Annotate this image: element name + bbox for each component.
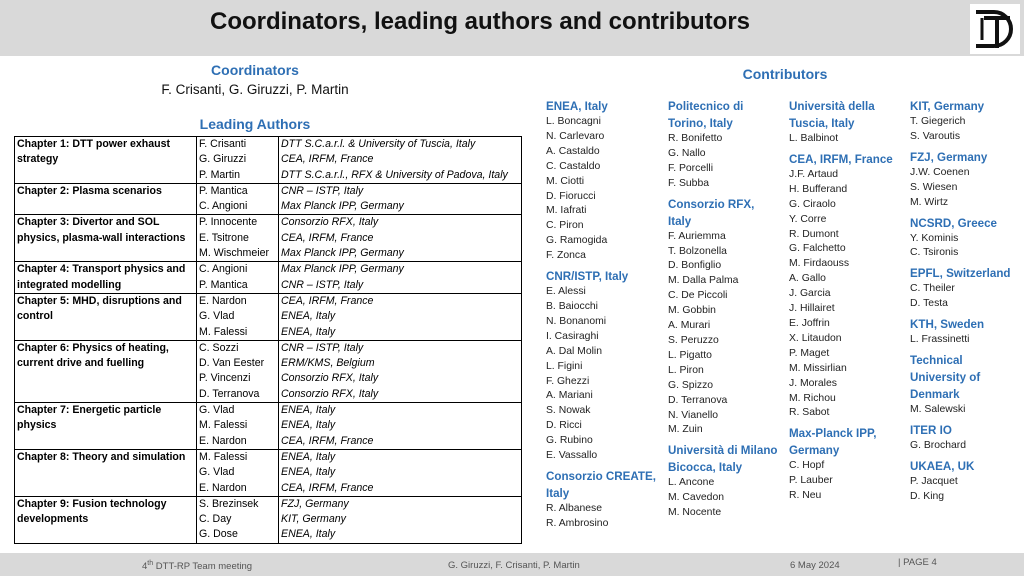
- contributor-org: NCSRD, Greece: [910, 216, 997, 230]
- contributor-name: B. Baiocchi: [546, 300, 598, 312]
- affiliation: Consorzio RFX, Italy: [281, 387, 379, 400]
- author-name: C. Angioni: [199, 263, 248, 276]
- contributor-name: F. Subba: [668, 177, 710, 189]
- table-row: [15, 183, 522, 215]
- table-row: [15, 449, 522, 496]
- table-row: [15, 340, 522, 402]
- contributor-org: ENEA, Italy: [546, 100, 608, 113]
- authors-cell: [197, 496, 279, 543]
- author-name: P. Vincenzi: [199, 372, 251, 385]
- contributor-name: M. Gobbin: [668, 305, 716, 317]
- table-row: [15, 215, 522, 262]
- affiliations-cell: [279, 215, 522, 262]
- author-name: D. Terranova: [199, 387, 260, 400]
- chapter-cell: Chapter 1: DTT power exhaust strategy: [15, 137, 197, 184]
- contributor-name: Y. Corre: [789, 213, 827, 225]
- affiliation: CEA, IRFM, France: [281, 434, 374, 447]
- coordinators-heading: Coordinators: [211, 62, 299, 78]
- affiliation: DTT S.C.a.r.l., RFX & University of Padova, Italy: [281, 168, 508, 181]
- affiliation: CEA, IRFM, France: [281, 294, 374, 307]
- contributor-name: F. Ghezzi: [546, 375, 590, 387]
- author-name: P. Innocente: [199, 216, 258, 229]
- contributor-name: N. Bonanomi: [546, 315, 607, 327]
- affiliations-cell: [279, 183, 522, 215]
- affiliation: CEA, IRFM, France: [281, 231, 374, 244]
- authors-cell: [197, 449, 279, 496]
- contributor-name: C. Castaldo: [546, 160, 601, 172]
- contributor-name: C. Theiler: [910, 283, 955, 295]
- authors-cell: [197, 262, 279, 294]
- contributor-name: A. Mariani: [546, 390, 593, 402]
- authors-cell: [197, 137, 279, 184]
- contributor-name: I. Casiraghi: [546, 330, 599, 342]
- contributor-name: S. Peruzzo: [668, 334, 719, 346]
- contributor-name: A. Dal Molin: [546, 345, 603, 357]
- author-name: P. Mantica: [199, 278, 248, 291]
- author-name: S. Brezinsek: [199, 497, 259, 510]
- contributor-org: Consorzio RFX, Italy: [668, 197, 755, 228]
- affiliation: ENEA, Italy: [281, 419, 336, 432]
- contributor-name: F. Porcelli: [668, 162, 714, 174]
- footer-meeting: 4th DTT-RP Team meeting: [142, 560, 253, 573]
- contributor-name: D. Fiorucci: [546, 190, 596, 202]
- affiliations-cell: [279, 293, 522, 340]
- author-name: P. Mantica: [199, 184, 248, 197]
- contributor-name: L. Figini: [546, 360, 583, 372]
- contributor-name: D. Terranova: [668, 394, 728, 406]
- contributor-name: D. Bonfiglio: [668, 260, 722, 272]
- author-name: G. Vlad: [199, 466, 235, 479]
- affiliation: CNR – ISTP, Italy: [281, 184, 364, 197]
- contributor-name: J.W. Coenen: [910, 166, 970, 178]
- contributor-org: FZJ, Germany: [910, 150, 988, 164]
- affiliation: Consorzio RFX, Italy: [281, 372, 379, 385]
- affiliation: CNR – ISTP, Italy: [281, 341, 364, 354]
- author-name: F. Crisanti: [199, 138, 247, 150]
- contributor-name: L. Balbinot: [789, 133, 839, 144]
- author-name: M. Wischmeier: [199, 247, 270, 260]
- contributors-column-2: [668, 98, 780, 521]
- chapter-cell: Chapter 7: Energetic particle physics: [15, 403, 197, 450]
- contributor-name: F. Zonca: [546, 250, 586, 262]
- contributors-column-1: [546, 98, 656, 532]
- table-row: [15, 262, 522, 294]
- affiliation: Max Planck IPP, Germany: [281, 200, 404, 213]
- affiliation: ENEA, Italy: [281, 325, 336, 338]
- affiliation: ENEA, Italy: [281, 310, 336, 323]
- table-row: [15, 137, 522, 184]
- author-name: E. Nardon: [199, 294, 247, 307]
- contributor-name: J. Garcia: [789, 288, 831, 300]
- affiliation: CNR – ISTP, Italy: [281, 278, 364, 291]
- chapter-cell: Chapter 9: Fusion technology developments: [15, 496, 197, 543]
- contributor-name: M. Nocente: [668, 507, 722, 519]
- contributor-name: H. Bufferand: [789, 183, 848, 195]
- authors-cell: [197, 215, 279, 262]
- contributor-name: G. Spizzo: [668, 379, 714, 391]
- author-name: P. Martin: [199, 168, 241, 181]
- contributor-name: J. Morales: [789, 377, 837, 389]
- contributor-name: N. Vianello: [668, 409, 719, 421]
- affiliations-cell: [279, 449, 522, 496]
- chapter-cell: Chapter 8: Theory and simulation: [15, 449, 197, 496]
- contributor-org: CEA, IRFM, France: [789, 152, 893, 166]
- author-name: E. Tsitrone: [199, 231, 249, 244]
- contributor-org: CNR/ISTP, Italy: [546, 270, 629, 284]
- contributor-name: A. Gallo: [789, 273, 826, 285]
- contributor-name: P. Jacquet: [910, 475, 958, 487]
- author-name: C. Day: [199, 513, 232, 526]
- contributors-column-4: [910, 98, 1018, 505]
- dtt-logo-icon: [970, 4, 1020, 54]
- contributors-column-3: [789, 98, 901, 504]
- affiliation: Max Planck IPP, Germany: [281, 263, 404, 276]
- leading-authors-heading: Leading Authors: [199, 116, 311, 132]
- contributor-name: M. Firdaouss: [789, 258, 850, 270]
- author-name: C. Angioni: [199, 200, 248, 213]
- contributor-name: R. Neu: [789, 490, 822, 502]
- contributor-name: G. Ciraolo: [789, 198, 836, 210]
- chapter-cell: Chapter 4: Transport physics and integrated modelling: [15, 262, 197, 294]
- author-name: D. Van Eester: [199, 357, 265, 370]
- affiliation: ENEA, Italy: [281, 466, 336, 479]
- contributor-name: S. Wiesen: [910, 181, 958, 193]
- contributor-name: X. Litaudon: [789, 332, 842, 344]
- footer-date: 6 May 2024: [790, 560, 840, 571]
- author-name: M. Falessi: [199, 325, 248, 338]
- contributor-name: M. Zuin: [668, 424, 703, 436]
- contributor-name: M. Cavedon: [668, 492, 725, 504]
- affiliation: KIT, Germany: [281, 513, 346, 526]
- chapter-cell: Chapter 5: MHD, disruptions and control: [15, 293, 197, 340]
- contributor-name: R. Bonifetto: [668, 133, 723, 144]
- contributor-name: J.F. Artaud: [789, 168, 839, 180]
- chapter-cell: Chapter 2: Plasma scenarios: [15, 183, 197, 215]
- contributors-heading: Contributors: [742, 66, 828, 82]
- contributor-org: KIT, Germany: [910, 100, 985, 113]
- footer-bar: [0, 553, 1024, 576]
- chapter-cell: Chapter 3: Divertor and SOL physics, plasma-wall interactions: [15, 215, 197, 262]
- contributor-name: L. Boncagni: [546, 116, 601, 127]
- contributor-name: M. Richou: [789, 392, 836, 404]
- author-name: G. Giruzzi: [199, 153, 247, 166]
- author-name: C. Sozzi: [199, 341, 239, 354]
- contributor-name: D. Ricci: [546, 420, 582, 432]
- affiliation: FZJ, Germany: [281, 497, 349, 510]
- contributor-name: M. Missirlian: [789, 362, 847, 374]
- contributor-name: M. Iafrati: [546, 205, 587, 217]
- contributor-name: F. Auriemma: [668, 230, 726, 242]
- contributor-org: UKAEA, UK: [910, 459, 975, 473]
- contributor-name: D. Testa: [910, 298, 948, 310]
- contributor-name: N. Carlevaro: [546, 130, 605, 142]
- leading-authors-table: [14, 136, 522, 544]
- contributor-name: M. Ciotti: [546, 175, 585, 187]
- contributor-name: R. Dumont: [789, 228, 839, 240]
- contributor-name: M. Wirtz: [910, 196, 949, 208]
- affiliations-cell: [279, 403, 522, 450]
- table-row: [15, 403, 522, 450]
- contributor-org: ITER IO: [910, 423, 952, 437]
- author-name: M. Falessi: [199, 450, 248, 463]
- affiliation: ENEA, Italy: [281, 450, 336, 463]
- contributor-name: D. King: [910, 490, 945, 502]
- contributor-name: L. Piron: [668, 364, 704, 376]
- contributor-org: Consorzio CREATE, Italy: [546, 469, 656, 500]
- contributor-name: J. Hillairet: [789, 303, 835, 315]
- affiliations-cell: [279, 262, 522, 294]
- contributor-name: E. Vassallo: [546, 450, 598, 462]
- contributor-name: E. Joffrin: [789, 317, 830, 329]
- contributor-name: R. Ambrosino: [546, 517, 609, 529]
- affiliation: ENEA, Italy: [281, 404, 336, 417]
- affiliations-cell: [279, 137, 522, 184]
- contributor-name: C. Piron: [546, 220, 584, 232]
- contributor-name: G. Ramogida: [546, 235, 608, 247]
- author-name: G. Vlad: [199, 404, 235, 417]
- authors-cell: [197, 340, 279, 402]
- contributor-name: Y. Kominis: [910, 232, 959, 244]
- contributor-name: M. Salewski: [910, 404, 966, 416]
- affiliation: Max Planck IPP, Germany: [281, 247, 404, 260]
- contributor-name: G. Nallo: [668, 147, 706, 159]
- chapter-cell: Chapter 6: Physics of heating, current drive and fuelling: [15, 340, 197, 402]
- affiliation: ENEA, Italy: [281, 528, 336, 541]
- contributor-name: G. Rubino: [546, 435, 593, 447]
- contributor-name: A. Murari: [668, 320, 711, 332]
- author-name: G. Vlad: [199, 310, 235, 323]
- affiliations-cell: [279, 496, 522, 543]
- contributor-org: Technical University of Denmark: [910, 354, 981, 402]
- author-name: E. Nardon: [199, 434, 247, 447]
- author-name: E. Nardon: [199, 481, 247, 494]
- author-name: G. Dose: [199, 528, 238, 541]
- contributor-name: S. Varoutis: [910, 130, 961, 142]
- contributor-name: L. Ancone: [668, 477, 715, 489]
- footer-authors: G. Giruzzi, F. Crisanti, P. Martin: [448, 560, 580, 571]
- contributor-name: C. De Piccoli: [668, 290, 728, 302]
- table-row: [15, 293, 522, 340]
- contributor-name: G. Brochard: [910, 439, 967, 451]
- affiliation: CEA, IRFM, France: [281, 481, 374, 494]
- table-row: [15, 496, 522, 543]
- affiliation: DTT S.C.a.r.l. & University of Tuscia, Italy: [281, 138, 476, 150]
- affiliation: Consorzio RFX, Italy: [281, 216, 379, 229]
- contributor-name: M. Dalla Palma: [668, 275, 739, 287]
- author-name: M. Falessi: [199, 419, 248, 432]
- authors-cell: [197, 183, 279, 215]
- page-title: Coordinators, leading authors and contributors: [209, 8, 751, 35]
- affiliation: ERM/KMS, Belgium: [281, 357, 375, 370]
- contributor-name: A. Castaldo: [546, 145, 600, 157]
- authors-cell: [197, 403, 279, 450]
- contributor-org: KTH, Sweden: [910, 318, 985, 332]
- header-bar: [0, 0, 1024, 56]
- footer-page-number: | PAGE 4: [898, 557, 937, 568]
- contributor-name: T. Bolzonella: [668, 245, 727, 257]
- contributor-name: R. Albanese: [546, 502, 603, 514]
- contributor-name: S. Nowak: [546, 405, 591, 417]
- contributor-name: L. Frassinetti: [910, 334, 970, 346]
- coordinators-names: F. Crisanti, G. Giruzzi, P. Martin: [161, 82, 349, 97]
- contributor-org: Politecnico di Torino, Italy: [668, 100, 744, 130]
- affiliations-cell: [279, 340, 522, 402]
- contributor-name: C. Tsironis: [910, 247, 959, 259]
- contributor-name: P. Lauber: [789, 475, 833, 487]
- contributor-name: E. Alessi: [546, 286, 586, 298]
- contributor-org: EPFL, Switzerland: [910, 267, 1011, 281]
- contributor-name: C. Hopf: [789, 460, 825, 472]
- authors-cell: [197, 293, 279, 340]
- contributor-org: Università della Tuscia, Italy: [789, 100, 875, 130]
- contributor-name: P. Maget: [789, 347, 830, 359]
- contributor-name: T. Giegerich: [910, 116, 966, 127]
- contributor-name: G. Falchetto: [789, 243, 846, 255]
- contributor-org: Max-Planck IPP, Germany: [789, 427, 877, 458]
- contributor-org: Università di Milano Bicocca, Italy: [668, 444, 778, 475]
- affiliation: CEA, IRFM, France: [281, 153, 374, 166]
- contributor-name: R. Sabot: [789, 407, 830, 419]
- contributor-name: L. Pigatto: [668, 349, 712, 361]
